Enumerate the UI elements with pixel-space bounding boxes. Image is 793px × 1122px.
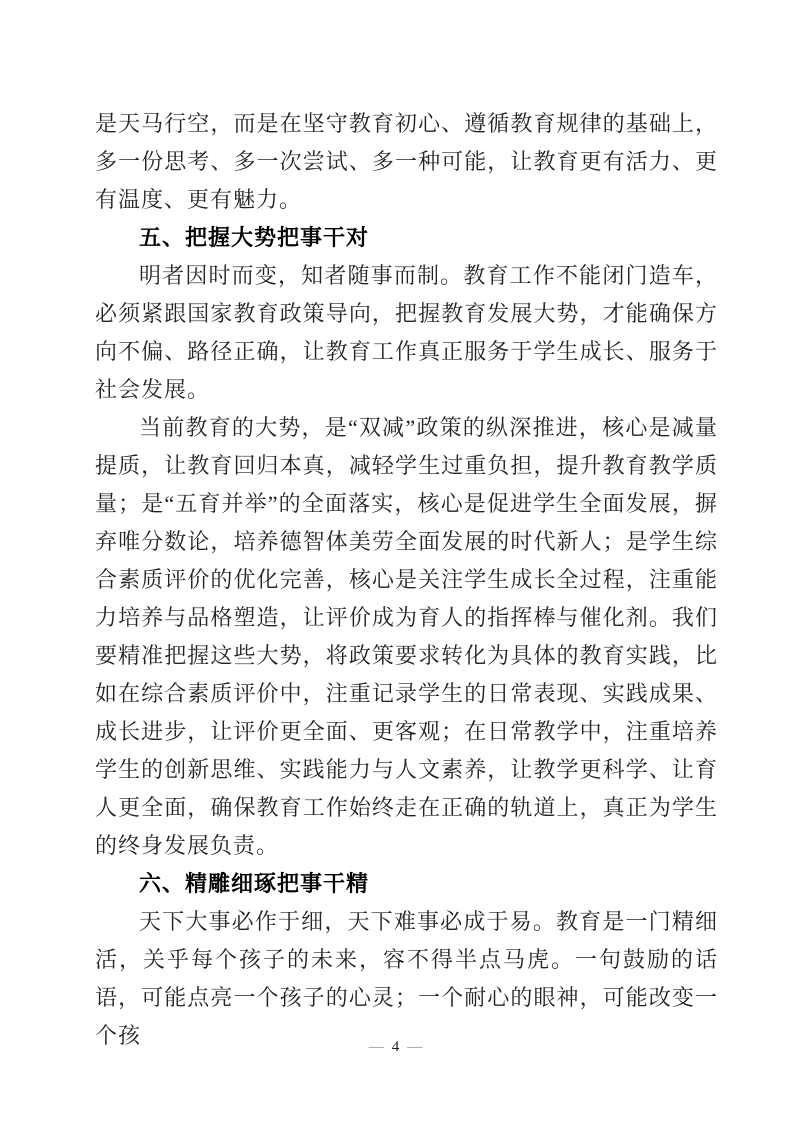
body-paragraph: 天下大事必作于细，天下难事必成于易。教育是一门精细活，关乎每个孩子的未来，容不得半点马虎。一句鼓励的话语，可能点亮一个孩子的心灵；一个耐心的眼神，可能改变一个孩 <box>95 909 718 1048</box>
section-heading-five: 五、把握大势把事干对 <box>139 225 370 250</box>
footer-dash-left: — <box>368 1039 386 1055</box>
page-number: 4 <box>391 1039 402 1055</box>
body-paragraph: 明者因时而变，知者随事而制。教育工作不能闭门造车，必须紧跟国家教育政策导向，把握教育发展大势，才能确保方向不偏、路径正确，让教育工作真正服务于学生成长、服务于社会发展。 <box>95 263 718 402</box>
paragraph-continuation: 是天马行空，而是在坚守教育初心、遵循教育规律的基础上，多一份思考、多一次尝试、多一种可能，让教育更有活力、更有温度、更有魅力。 <box>95 111 718 212</box>
page-footer <box>0 1036 793 1058</box>
body-paragraph: 当前教育的大势，是“双减”政策的纵深推进，核心是减量提质，让教育回归本真，减轻学生过重负担，提升教育教学质量；是“五育并举”的全面落实，核心是促进学生全面发展，摒弃唯分数论，培养德智体美劳全面发展的时代新人；是学生综合素质评价的优化完善，核心是关注学生成长全过程，注重能力培养与品格塑造，让评价成为育人的指挥棒与催化剂。我们要精准把握这些大势，将政策要求转化为具体的教育实践，比如在综合素质评价中，注重记录学生的日常表现、实践成果、成长进步，让评价更全面、更客观；在日常教学中，注重培养学生的创新思维、实践能力与人文素养，让教学更科学、让育人更全面，确保教育工作始终走在正确的轨道上，真正为学生的终身发展负责。 <box>95 415 718 858</box>
section-heading-six: 六、精雕细琢把事干精 <box>139 871 370 896</box>
footer-dash-right: — <box>407 1039 425 1055</box>
page-body <box>95 105 718 1055</box>
